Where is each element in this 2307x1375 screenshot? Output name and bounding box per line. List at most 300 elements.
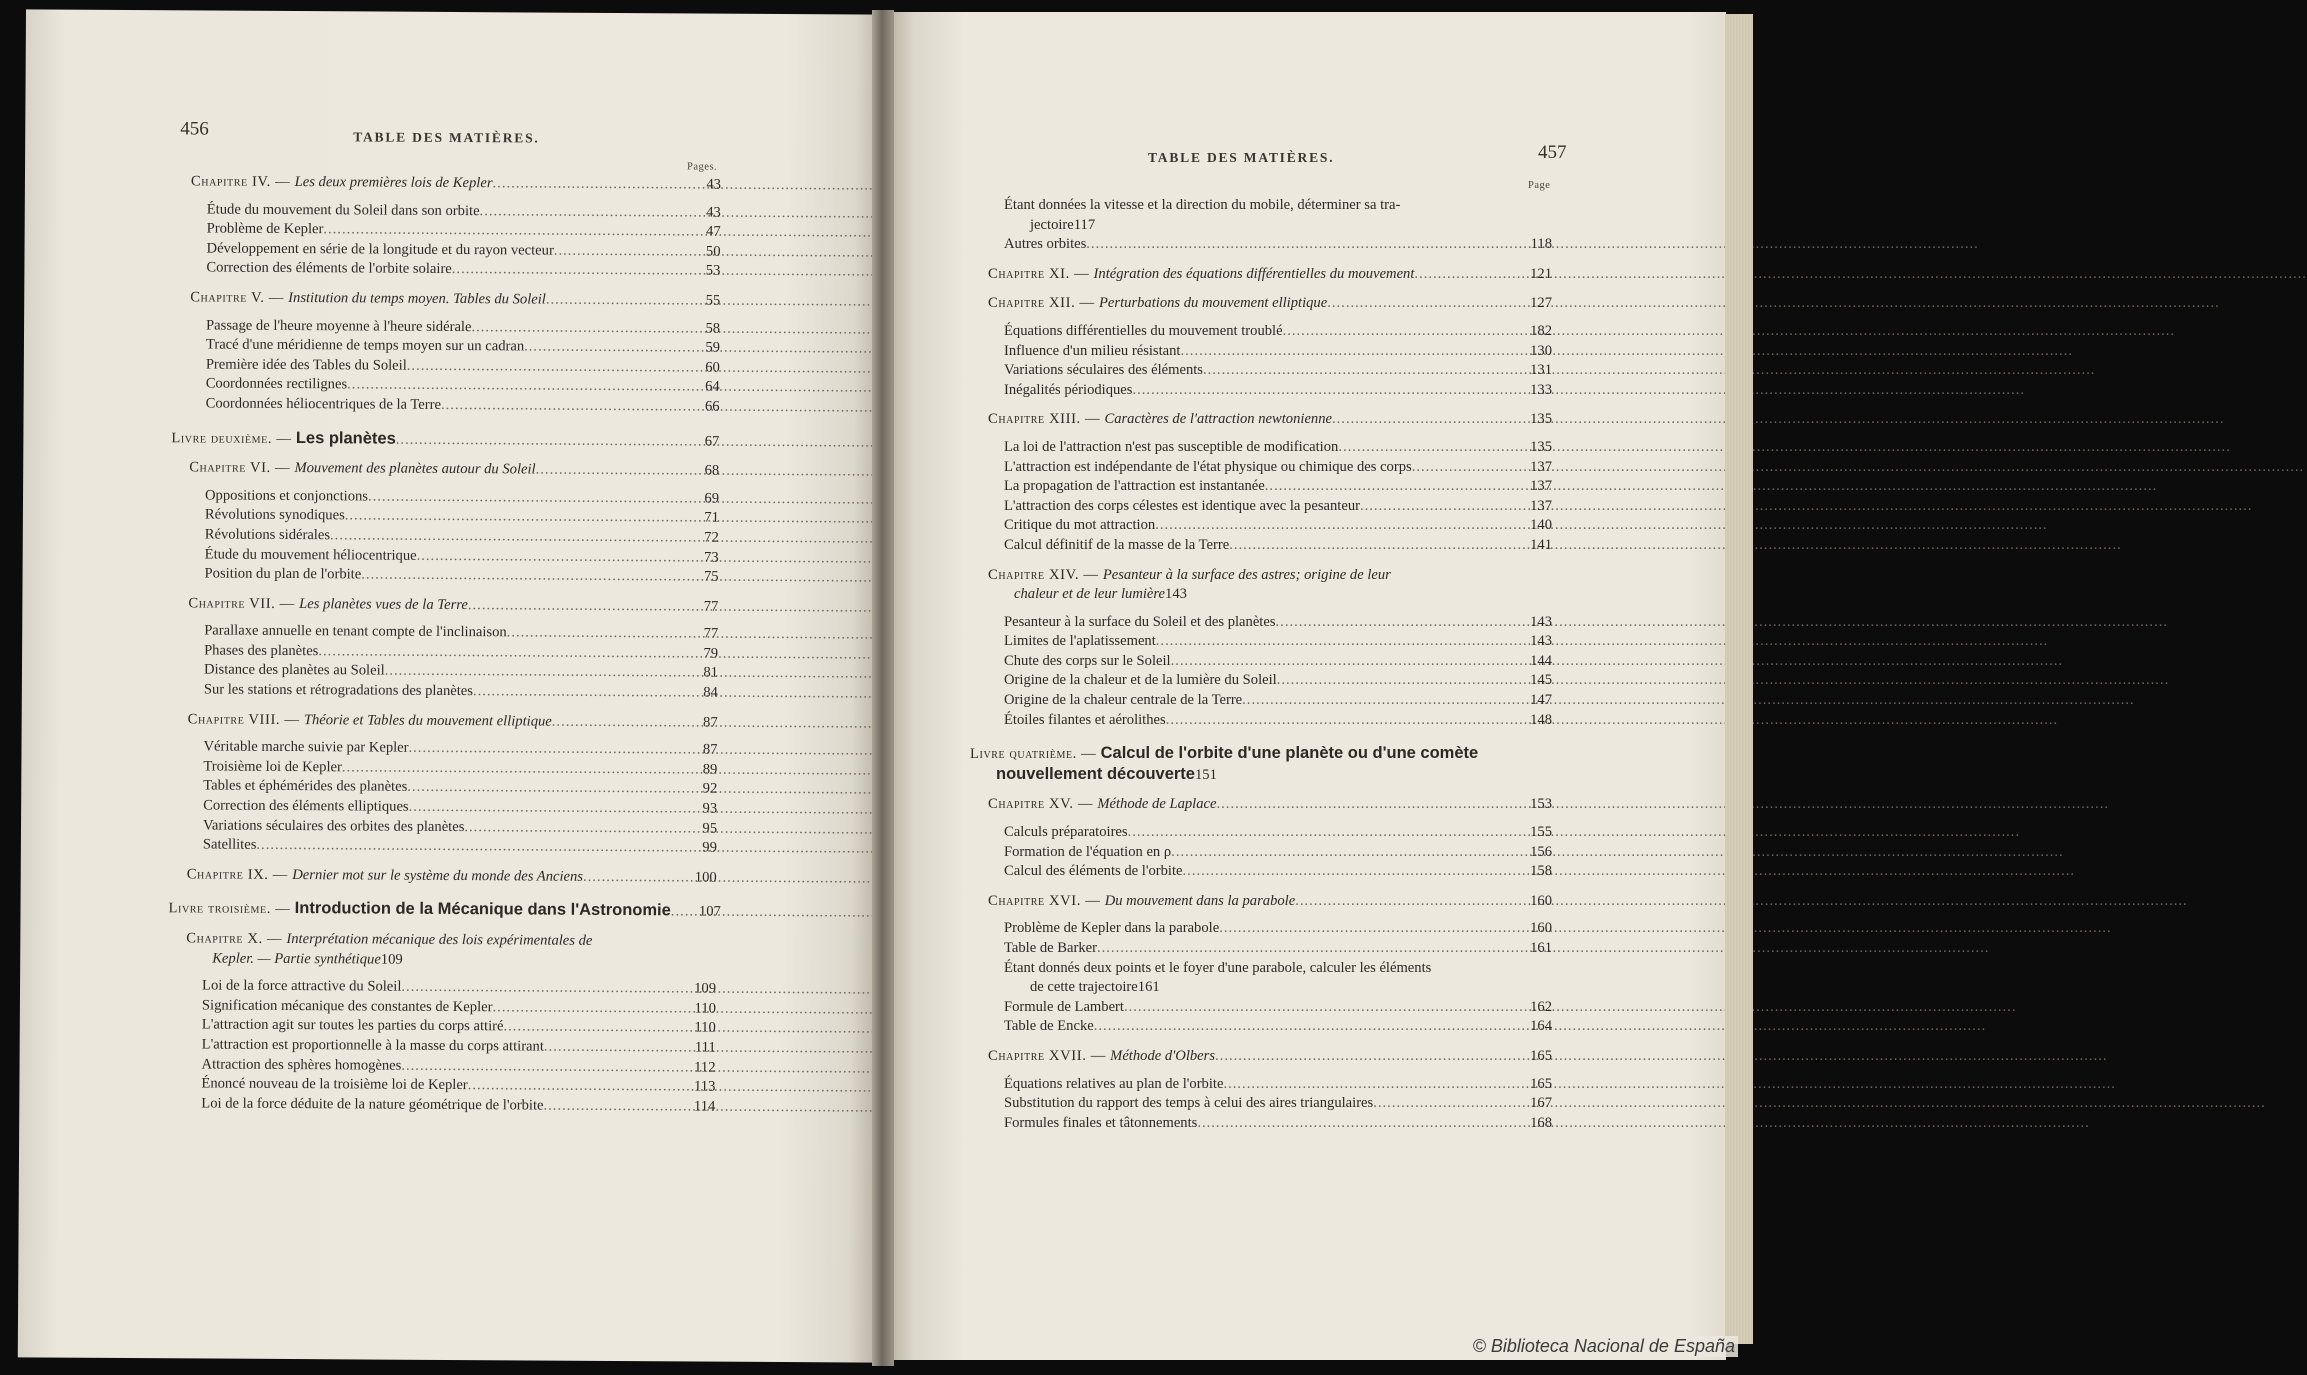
toc-entry-title: Coordonnées héliocentriques de la Terre [205,395,442,413]
toc-entry-page: 165 [1530,1047,1552,1064]
toc-entry [970,1075,1552,1095]
toc-entry-line [1004,196,1552,216]
toc-entry-title-continued: nouvellement découverte [996,764,1195,783]
toc-entry-page: 141 [1530,536,1552,553]
toc-entry-title: Phases des planètes [204,642,319,660]
toc-entry-page: 156 [1530,843,1552,860]
toc-entry [970,671,1552,691]
leader-dots [256,836,687,858]
leader-dots [552,712,688,732]
toc-entry-text [1004,939,1097,959]
toc-entry-page: 81 [703,664,719,682]
leader-dots [401,978,686,999]
toc-entry [172,259,720,282]
toc-entry-text [1004,235,1086,255]
leader-dots [1128,823,1522,843]
toc-entry-title: L'attraction des corps célestes est identique avec la pesanteur [1004,497,1360,514]
toc-entry-page: 161 [1137,979,1160,996]
toc-entry-title: Caractères de l'attraction newtonienne [1104,411,1332,428]
toc-entry-line [1004,959,1552,979]
toc-entry-text [204,681,473,702]
toc-entry-title: Critique du mot attraction [1004,517,1156,534]
leader-dots [1414,265,1522,285]
leader-dots [1360,497,1522,517]
toc-entry-page: 68 [704,462,720,479]
toc-entry-title: Véritable marche suivie par Kepler [203,738,409,756]
toc-entry-title: Autres orbites [1004,236,1087,253]
toc-entry-text [206,394,441,415]
toc-entry-title: Variations séculaires des orbites des planètes [202,817,465,835]
toc-entry-title: Coordonnées rectilignes [205,375,348,393]
leader-dots [1373,1094,1522,1114]
toc-entry [970,438,1552,458]
toc-entry-title: Limites de l'aplatissement [1004,633,1156,650]
toc-entry-page: 112 [694,1059,716,1076]
toc-entry-title: Origine de la chaleur centrale de la Terre [1004,692,1243,709]
leader-dots [323,220,690,242]
toc-entry-page: 111 [694,1039,716,1056]
toc-entry-title: Calcul définitif de la masse de la Terre [1004,536,1230,553]
leader-dots [385,662,688,683]
toc-entry-title: Calcul de l'orbite d'une planète ou d'une comète [1100,744,1479,763]
toc-entry-page: 100 [694,869,717,886]
toc-entry-text [168,899,670,923]
toc-entry-text [204,661,385,682]
toc-entry-text [1004,536,1229,556]
toc-entry [970,1017,1552,1037]
leader-dots [1124,998,1522,1018]
leader-dots [480,202,691,223]
toc-entry-page: 143 [1165,586,1187,603]
leader-dots [1203,361,1522,381]
toc-entry-page: 113 [694,1078,716,1095]
toc-entry-title: Tracé d'une méridienne de temps moyen sur un cadran [205,336,525,355]
toc-entry-title: Les deux premières lois de Kepler [294,174,493,192]
toc-entry-text [988,265,1414,285]
toc-entry-page: 144 [1530,652,1552,669]
toc-entry-text [201,1075,467,1096]
toc-entry-page: 55 [705,292,721,309]
toc-entry-text [203,757,342,777]
leader-dots [1183,862,1522,882]
toc-entry [970,919,1552,939]
toc-entry-page: 95 [702,820,718,837]
toc-entry-page: 160 [1530,920,1552,937]
toc-entry-text [207,220,324,240]
toc-entry-page: 47 [706,223,721,240]
toc-entry-title: Formation de l'équation en ρ [1004,843,1172,860]
toc-entry-page: 93 [702,800,718,817]
toc-entry-title: L'attraction est proportionnelle à la masse du corps attirant [201,1036,544,1055]
toc-entry [970,652,1552,672]
leader-dots [1197,1114,1522,1134]
toc-entry [970,322,1552,342]
toc-entry-page: 60 [705,359,720,376]
toc-entry-page: 143 [1530,613,1552,630]
leader-dots [1229,536,1522,556]
toc-entry-title: Chute des corps sur le Soleil [1004,652,1171,669]
toc-entry [970,1047,1552,1067]
toc-entry-page: 137 [1530,458,1552,475]
toc-entry-text [1004,613,1276,633]
toc-entry-title: Attraction des sphères homogènes [201,1056,402,1074]
toc-entry-text [1004,843,1171,863]
leader-dots [407,778,687,799]
leader-dots [546,291,690,311]
toc-entry-line [970,765,1552,786]
toc-entry-prefix: Chapitre V. — [190,289,289,306]
toc-entry-page: 87 [703,714,718,731]
toc-entry-text [203,777,407,798]
toc-entry-text [205,525,330,545]
toc-entry-page: 135 [1530,438,1552,455]
toc-entry-title: Satellites [202,836,257,854]
toc-entry [970,381,1552,401]
toc-entry-title: Influence d'un milieu résistant [1004,342,1181,359]
toc-entry-text [1004,497,1360,517]
leader-dots [401,1056,685,1077]
leader-dots [471,318,690,339]
toc-entry-page: 58 [705,320,721,337]
leader-dots [1277,671,1522,691]
toc-entry-text [206,355,407,376]
toc-entry-page: 158 [1530,863,1552,880]
toc-entry-page: 72 [704,529,719,546]
toc-entry-prefix: Chapitre XIV. — [988,566,1103,583]
toc-entry-text [1004,671,1277,691]
toc-entry-title: La loi de l'attraction n'est pas susceptible de modification [1004,438,1339,455]
toc-entry-title-continued: Kepler. — Partie synthétique [212,950,381,968]
toc-entry-text [1004,1094,1373,1114]
toc-entry-text [1004,1017,1094,1037]
toc-entry-page: 127 [1530,295,1552,312]
toc-entry-text [206,239,553,261]
toc-entry [970,1114,1552,1134]
toc-entry-text [205,506,345,526]
toc-entry-title: Révolutions sidérales [204,526,331,544]
leader-dots [330,526,689,548]
leader-dots [1155,516,1522,536]
toc-entry [170,710,718,733]
left-page [18,9,884,1362]
toc-entry-title: Mouvement des planètes autour du Soleil [294,460,536,478]
leader-dots [544,1038,686,1058]
toc-entry-text [1004,516,1155,536]
toc-entry-page: 117 [1073,216,1096,233]
toc-entry [970,342,1552,362]
toc-entry-title: Substitution du rapport des temps à celui des aires triangulaires [1004,1095,1374,1112]
toc-entry-title: Méthode de Laplace [1097,796,1217,813]
toc-entry [171,428,719,452]
toc-entry [970,566,1552,605]
toc-entry-page: 107 [698,903,721,921]
watermark: © Biblioteca Nacional de España [1470,1336,1738,1357]
toc-entry-text [189,459,536,481]
toc-entry-title-continued: de cette trajectoire [1030,979,1138,996]
toc-entry-text [205,565,362,586]
toc-entry-text [1004,477,1265,497]
toc-entry [170,680,718,703]
leader-dots [441,396,690,417]
toc-entry-title: Parallaxe annuelle en tenant compte de l'inclinaison [204,622,507,641]
leader-dots [536,461,690,482]
toc-entry-prefix: Chapitre VI. — [189,459,295,477]
toc-entry [970,711,1552,731]
toc-entry-line [1004,978,1552,998]
leader-dots [1094,1017,1522,1037]
leader-dots [543,1096,685,1116]
right-page-number: 457 [1538,142,1567,163]
toc-entry-page: 151 [1194,766,1217,783]
toc-entry-text [190,288,546,310]
toc-entry-page: 133 [1530,381,1552,398]
toc-entry [970,235,1552,255]
leader-dots [503,1018,685,1039]
toc-entry [970,744,1552,785]
toc-entry-page: 160 [1530,892,1552,909]
toc-entry [167,1094,715,1117]
toc-entry-page: 79 [703,645,719,662]
leader-dots [468,596,689,617]
toc-entry-page: 92 [702,780,718,798]
toc-entry-title: L'attraction agit sur toutes les parties du corps attiré [201,1016,504,1035]
toc-entry [970,632,1552,652]
toc-entry-page: 67 [704,433,720,450]
toc-entry [970,497,1552,517]
leader-dots [1215,1047,1522,1067]
toc-entry-title: Intégration des équations différentielles du mouvement [1093,265,1415,282]
toc-entry [970,458,1552,478]
page-edges [1725,14,1753,1344]
toc-entry-page: 89 [702,761,718,778]
toc-entry-title: Troisième loi de Kepler [203,758,342,776]
toc-entry-title: Interprétation mécanique des lois expérimentales de [286,930,593,949]
toc-entry-line [970,744,1552,765]
toc-entry [970,196,1552,235]
leader-dots [361,566,688,588]
left-page-number: 456 [180,118,209,140]
leader-dots [524,338,690,359]
toc-entry-page: 161 [1530,940,1552,956]
leader-dots [407,356,690,377]
toc-entry-text [203,738,408,759]
toc-entry-text [988,294,1327,314]
left-table-of-contents [167,162,721,1117]
toc-entry-text [1004,1075,1223,1095]
leader-dots [671,903,691,923]
toc-entry [172,394,720,417]
toc-entry-page: 99 [702,839,717,856]
toc-entry-page: 43 [706,176,721,193]
toc-entry-title: Loi de la force déduite de la nature géométrique de l'orbite [201,1095,544,1114]
toc-entry-text [988,795,1217,815]
leader-dots [492,174,691,195]
toc-entry-prefix: Chapitre XVI. — [988,892,1105,909]
toc-entry-text [1004,342,1181,362]
toc-entry-title: Équations différentielles du mouvement troublé [1004,322,1283,339]
toc-entry-title: Étant donnés deux points et le foyer d'une parabole, calculer les éléments [1004,959,1432,976]
toc-entry-line [988,566,1552,586]
toc-entry-text [1004,823,1128,843]
toc-entry-page: 182 [1530,322,1552,339]
toc-entry-page: 153 [1530,796,1552,813]
leader-dots [318,642,688,664]
leader-dots [417,546,689,567]
leader-dots [492,998,686,1019]
toc-entry-text [1004,862,1183,882]
toc-entry-text [988,892,1295,912]
toc-entry-page: 164 [1530,1018,1552,1035]
toc-entry [970,862,1552,882]
toc-entry-title: Position du plan de l'orbite [204,565,362,583]
toc-entry-title: Variations séculaires des éléments [1004,362,1203,379]
toc-entry-title: Introduction de la Mécanique dans l'Astronomie [294,899,671,920]
toc-entry [169,865,717,888]
toc-entry-page: 167 [1530,1095,1552,1112]
toc-entry-page: 109 [380,951,403,968]
toc-entry-text [206,316,472,337]
toc-entry [173,172,721,195]
toc-entry-line [1004,216,1552,236]
toc-entry-text [206,375,348,395]
toc-entry [970,536,1552,556]
toc-entry-text [1004,458,1412,478]
leader-dots [1265,477,1522,497]
toc-entry-title: Du mouvement dans la parabole [1104,892,1296,909]
toc-entry-title: Perturbations du mouvement elliptique [1099,295,1328,312]
toc-entry [970,892,1552,912]
left-running-head: TABLE DES MATIÈRES. [353,129,540,146]
toc-entry-title: Pesanteur à la surface du Soleil et des planètes [1004,613,1276,630]
toc-entry-page: 73 [704,549,719,566]
toc-entry-prefix: Chapitre XV. — [988,796,1098,813]
toc-entry-prefix: Chapitre XII. — [988,295,1100,312]
leader-dots [452,260,691,281]
toc-entry-page: 140 [1530,517,1552,534]
toc-entry [168,899,721,923]
toc-entry-text [206,336,524,358]
toc-entry-title: Étoiles filantes et aérolithes [1004,711,1166,728]
toc-entry-text [206,259,451,280]
toc-entry-title: Institution du temps moyen. Tables du Soleil [288,289,546,308]
toc-entry-page: 84 [703,684,718,701]
leader-dots [1332,410,1522,430]
toc-entry-title: Problème de Kepler dans la parabole [1004,920,1220,937]
leader-dots [1166,711,1522,731]
toc-entry-page: 147 [1530,692,1552,709]
toc-entry-prefix: Livre troisième. — [168,900,295,918]
leader-dots [1181,342,1523,362]
leader-dots [507,624,689,645]
toc-entry [970,477,1552,497]
leader-dots [1242,691,1522,711]
toc-entry-title: Méthode d'Olbers [1110,1047,1216,1064]
toc-entry [970,265,1552,285]
leader-dots [1156,632,1522,652]
toc-entry-title: Les planètes vues de la Terre [299,595,468,613]
toc-entry-prefix: Chapitre VIII. — [187,711,304,728]
leader-dots [468,1076,686,1097]
toc-entry-text [202,996,493,1017]
toc-entry-title: Passage de l'heure moyenne à l'heure sidérale [206,317,472,335]
toc-entry-prefix: Chapitre VII. — [188,595,300,612]
toc-entry-page: 162 [1530,998,1552,1015]
toc-entry-page: 118 [1530,236,1552,253]
toc-entry-title: Correction des éléments de l'orbite solaire [206,259,452,278]
toc-entry-page: 43 [706,204,721,221]
leader-dots [1223,1075,1522,1095]
toc-entry [970,613,1552,633]
toc-entry-prefix: Chapitre XIII. — [988,411,1105,428]
toc-entry [970,998,1552,1018]
toc-entry-title: Pesanteur à la surface des astres; origine de leur [1102,566,1391,583]
toc-entry-title: La propagation de l'attraction est instantanée [1004,478,1265,495]
toc-entry-text [1004,361,1203,381]
toc-entry-page: 137 [1530,478,1552,495]
toc-entry-page: 75 [703,568,719,585]
toc-entry-page: 66 [704,398,720,415]
toc-entry [970,959,1552,998]
toc-entry-text [1004,381,1132,401]
pages-column-label: Page [1528,180,1551,191]
toc-entry-title: Origine de la chaleur et de la lumière du Soleil [1004,672,1277,689]
toc-entry-title: Problème de Kepler [206,220,324,238]
toc-entry-text [203,836,257,856]
toc-entry-title: Énoncé nouveau de la troisième loi de Kepler [201,1075,468,1094]
toc-entry [970,516,1552,536]
leader-dots [347,376,690,398]
toc-entry [970,1094,1552,1114]
toc-entry-title: Formule de Lambert [1004,998,1124,1015]
toc-entry-text [207,200,480,221]
leader-dots [1217,795,1523,815]
toc-entry-page: 145 [1530,672,1552,689]
toc-entry-title: Calculs préparatoires [1004,824,1128,841]
toc-entry-title-continued: jectoire [1030,216,1074,233]
toc-entry [172,288,720,311]
leader-dots [1171,843,1522,863]
toc-entry-title: Formules finales et tâtonnements [1004,1114,1198,1131]
leader-dots [554,241,691,261]
toc-entry-text [1004,652,1171,672]
toc-entry-page: 114 [693,1098,716,1115]
leader-dots [1283,322,1522,342]
toc-entry-text [204,641,318,661]
leader-dots [396,430,690,451]
toc-entry-text [1004,632,1156,652]
toc-entry-page: 168 [1530,1114,1552,1131]
toc-entry-title: Table de Barker [1004,940,1097,956]
toc-entry-title: Signification mécanique des constantes de Kepler [201,997,493,1016]
toc-entry-title: Calcul des éléments de l'orbite [1004,863,1183,880]
toc-entry-page: 53 [705,262,721,280]
leader-dots [464,818,687,839]
toc-entry-page: 87 [702,741,718,758]
toc-entry-text [202,1016,504,1037]
toc-entry-text [1004,919,1219,939]
leader-dots [368,487,689,509]
toc-entry-page: 59 [705,339,721,356]
toc-entry-text [203,797,409,818]
toc-entry-prefix: Chapitre IX. — [186,866,293,883]
toc-entry-page: 69 [704,490,720,507]
leader-dots [583,868,687,888]
toc-entry-text [1004,691,1242,711]
toc-entry-title: Loi de la force attractive du Soleil [201,977,402,995]
toc-entry-text [1004,998,1124,1018]
leader-dots [1412,458,1522,478]
toc-entry-text [205,545,417,566]
